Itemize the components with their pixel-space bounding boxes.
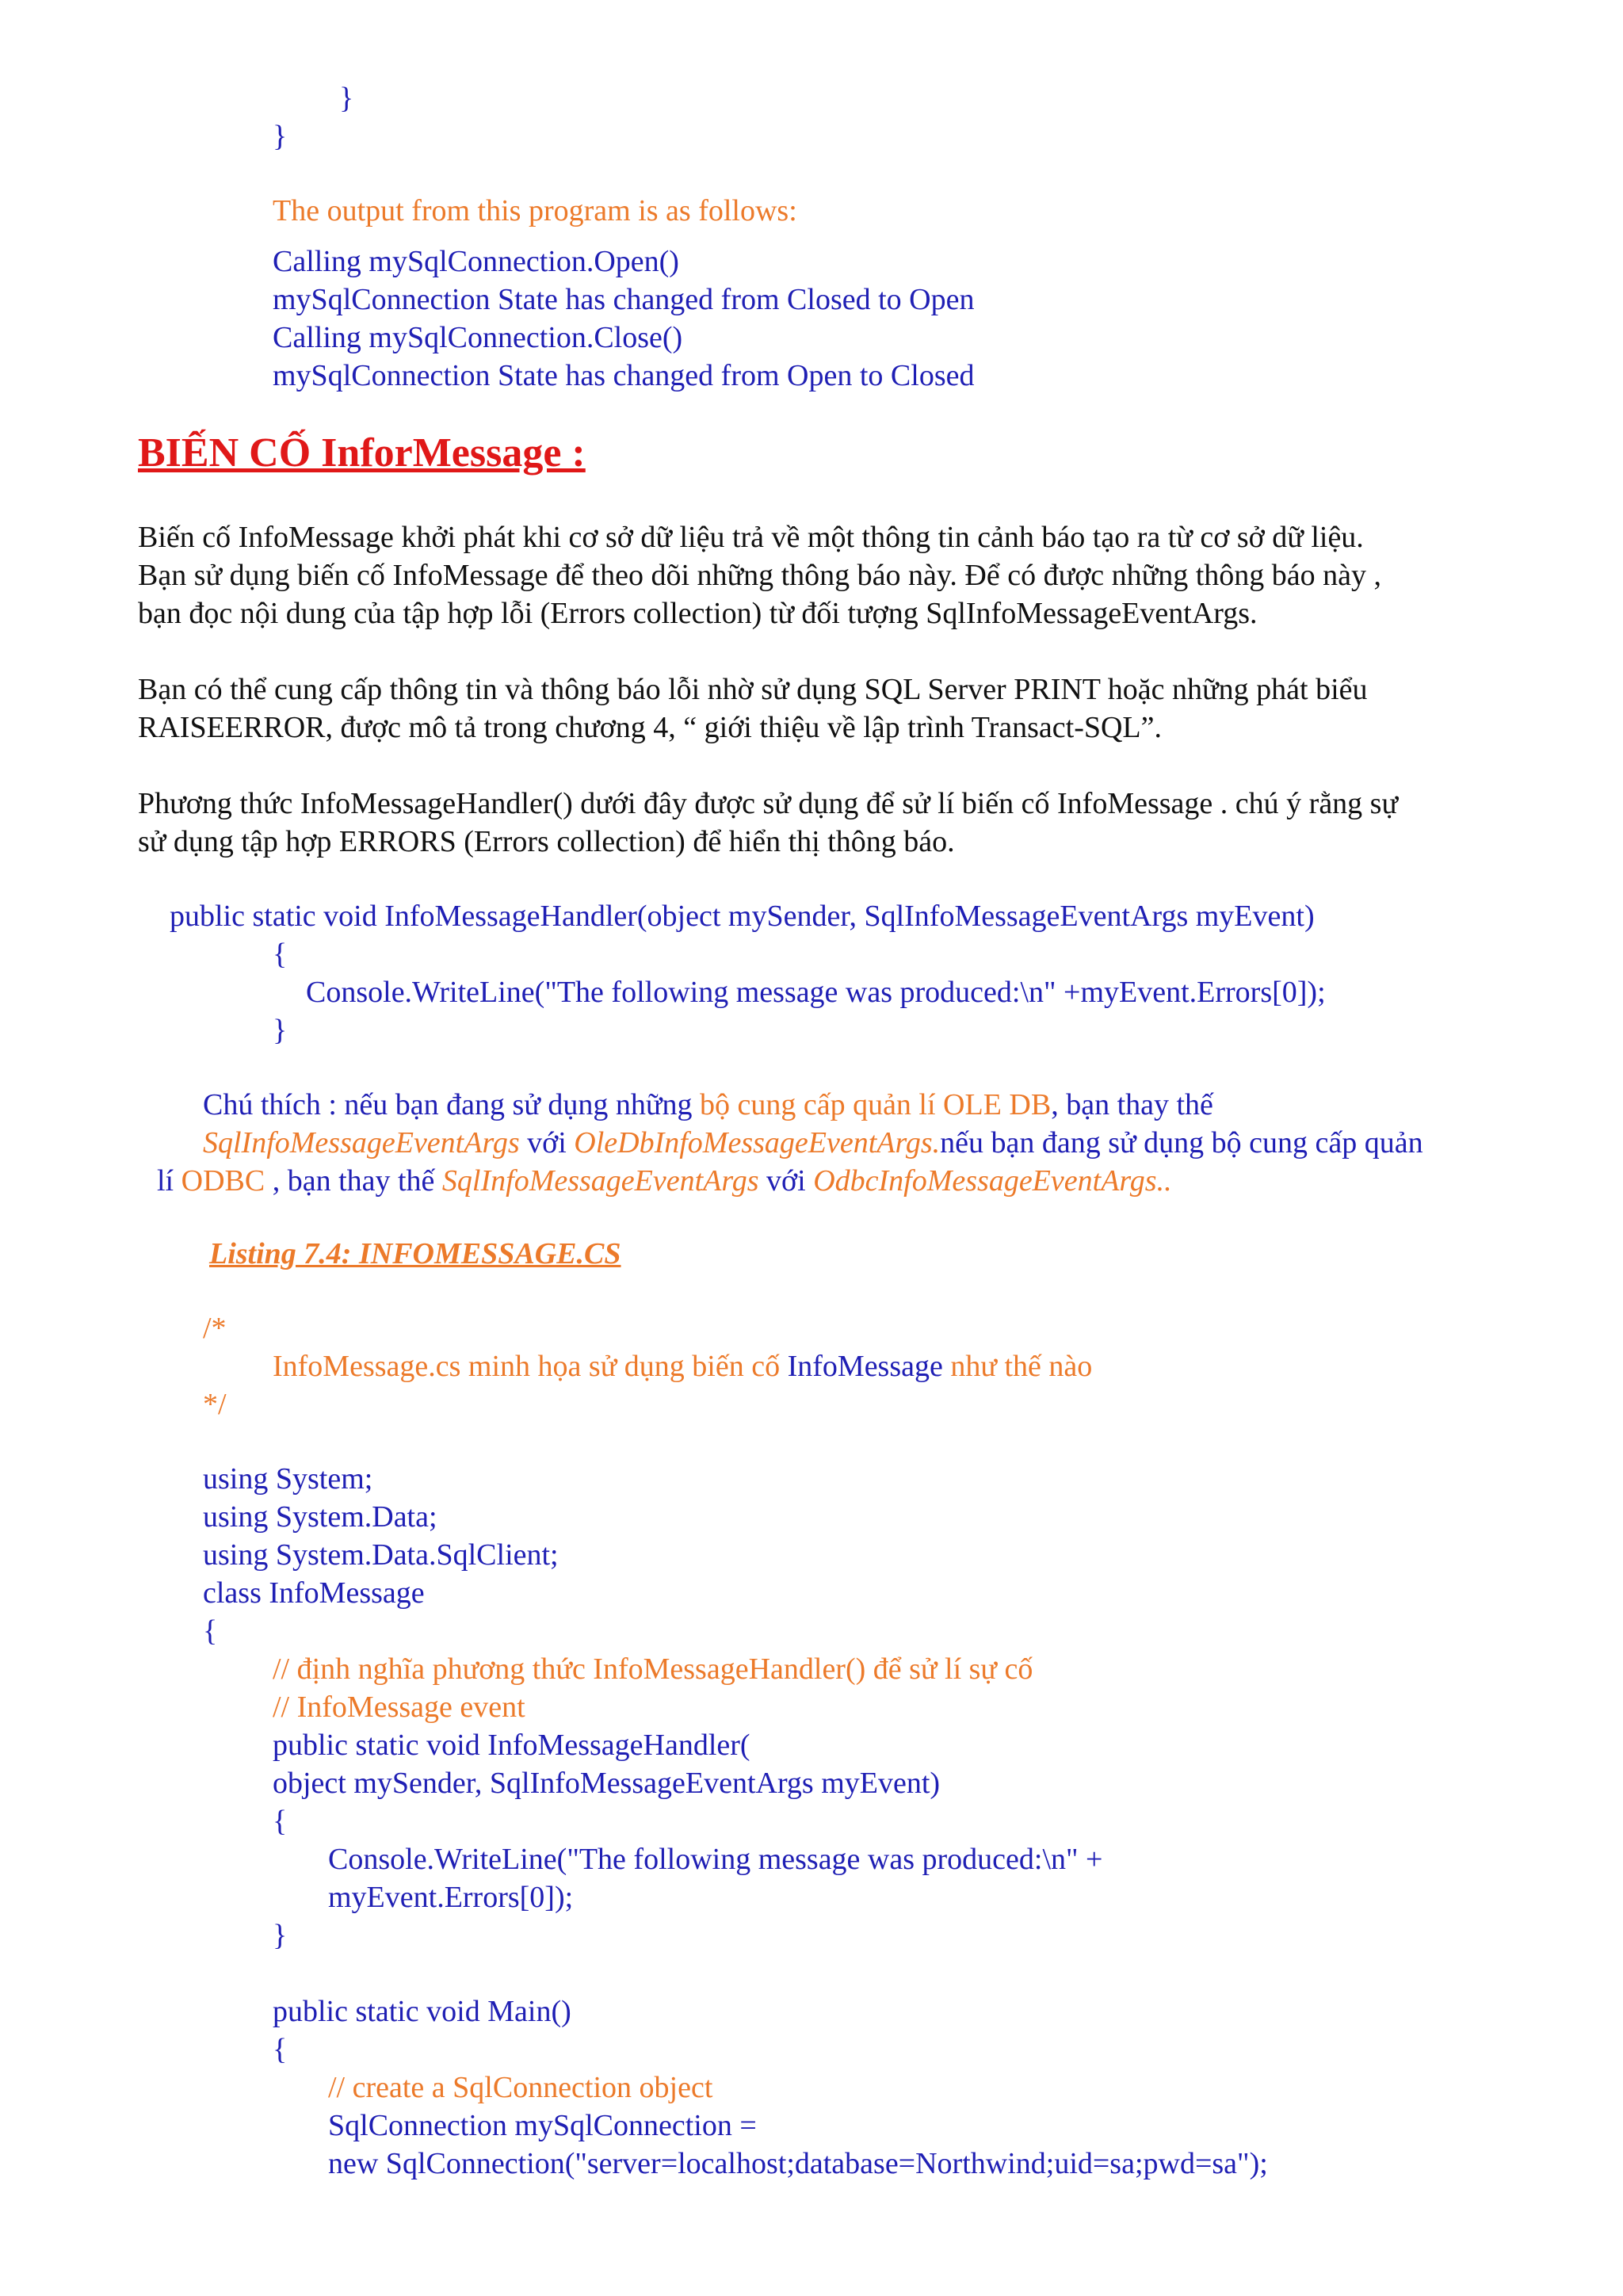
code-comment-line: // định nghĩa phương thức InfoMessageHandler() để sử lí sự cố <box>273 1652 1033 1686</box>
code-brace: } <box>339 82 354 115</box>
code-brace: } <box>273 120 288 153</box>
note-highlight: ODBC <box>181 1164 265 1198</box>
code-line: using System.Data.SqlClient; <box>203 1538 559 1572</box>
note-text: , bạn thay thế <box>1051 1088 1213 1121</box>
code-line: myEvent.Errors[0]); <box>328 1881 574 1914</box>
note-text: với <box>519 1126 575 1159</box>
code-line: object mySender, SqlInfoMessageEventArgs myEvent) <box>273 1767 941 1800</box>
output-line: Calling mySqlConnection.Open() <box>273 245 679 278</box>
code-line: Console.WriteLine("The following message was produced:\n" + <box>328 1843 1103 1876</box>
paragraph-line: sử dụng tập hợp ERRORS (Errors collection) để hiển thị thông báo. <box>138 825 955 858</box>
note-text: lí <box>157 1164 181 1198</box>
paragraph-line: RAISEERROR, được mô tả trong chương 4, “ giới thiệu về lập trình Transact-SQL”. <box>138 711 1162 744</box>
code-comment-line: // create a SqlConnection object <box>328 2071 713 2104</box>
note-text: Chú thích : nếu bạn đang sử dụng những <box>203 1088 700 1121</box>
paragraph-line: Phương thức InfoMessageHandler() dưới đây được sử dụng để sử lí biến cố InfoMessage . chú ý rằng sự <box>138 787 1399 820</box>
note-highlight: OdbcInfoMessageEventArgs.. <box>813 1164 1172 1198</box>
note-line <box>157 1162 1172 1200</box>
paragraph-line: Bạn sử dụng biến cố InfoMessage để theo dõi những thông báo này. Để có được những thông báo này , <box>138 559 1382 592</box>
code-line: using System; <box>203 1462 373 1496</box>
code-comment: */ <box>203 1388 227 1421</box>
comment-text: như thế nào <box>942 1350 1093 1383</box>
code-line: SqlConnection mySqlConnection = <box>328 2109 757 2142</box>
comment-text: InfoMessage.cs minh họa sử dụng biến cố <box>273 1350 788 1383</box>
code-line: { <box>273 1805 288 1838</box>
code-line: public static void Main() <box>273 1995 571 2028</box>
note-highlight: SqlInfoMessageEventArgs <box>441 1164 759 1198</box>
code-line: new SqlConnection("server=localhost;database=Northwind;uid=sa;pwd=sa"); <box>328 2147 1268 2180</box>
code-snippet-line: } <box>273 1014 288 1047</box>
output-intro: The output from this program is as follows: <box>273 194 797 227</box>
note-highlight: OleDbInfoMessageEventArgs. <box>574 1126 941 1159</box>
note-text: nếu bạn đang sử dụng bộ cung cấp quản <box>940 1126 1423 1159</box>
output-line: Calling mySqlConnection.Close() <box>273 321 683 354</box>
comment-keyword: InfoMessage <box>787 1350 943 1383</box>
output-line: mySqlConnection State has changed from Open to Closed <box>273 359 975 392</box>
code-comment: /* <box>203 1312 227 1345</box>
code-line: { <box>273 2033 288 2066</box>
code-line: class InfoMessage <box>203 1576 425 1610</box>
output-line: mySqlConnection State has changed from Closed to Open <box>273 283 975 316</box>
paragraph-line: Bạn có thể cung cấp thông tin và thông báo lỗi nhờ sử dụng SQL Server PRINT hoặc những phát biểu <box>138 673 1368 706</box>
paragraph-line: bạn đọc nội dung của tập hợp lỗi (Errors collection) từ đối tượng SqlInfoMessageEventArgs. <box>138 597 1258 630</box>
code-comment <box>273 1347 1092 1385</box>
code-line: } <box>273 1919 288 1952</box>
code-line: using System.Data; <box>203 1500 437 1534</box>
code-snippet-line: Console.WriteLine("The following message was produced:\n" +myEvent.Errors[0]); <box>306 976 1326 1009</box>
listing-title: Listing 7.4: INFOMESSAGE.CS <box>209 1237 621 1270</box>
note-text: với <box>758 1164 814 1198</box>
section-heading: BIẾN CỐ InforMessage : <box>138 430 586 476</box>
code-snippet-line: public static void InfoMessageHandler(object mySender, SqlInfoMessageEventArgs myEvent) <box>170 900 1315 933</box>
note-line <box>203 1124 1423 1162</box>
note-highlight: bộ cung cấp quản lí OLE DB <box>699 1088 1052 1121</box>
code-line: public static void InfoMessageHandler( <box>273 1729 750 1762</box>
note-highlight: SqlInfoMessageEventArgs <box>203 1126 520 1159</box>
note-line <box>203 1086 1213 1124</box>
code-snippet-line: { <box>273 938 288 971</box>
code-line: { <box>203 1614 218 1648</box>
paragraph-line: Biến cố InfoMessage khởi phát khi cơ sở dữ liệu trả về một thông tin cảnh báo tạo ra từ cơ sở dữ liệu. <box>138 521 1364 554</box>
note-text: , bạn thay thế <box>265 1164 442 1198</box>
code-comment-line: // InfoMessage event <box>273 1690 525 1724</box>
